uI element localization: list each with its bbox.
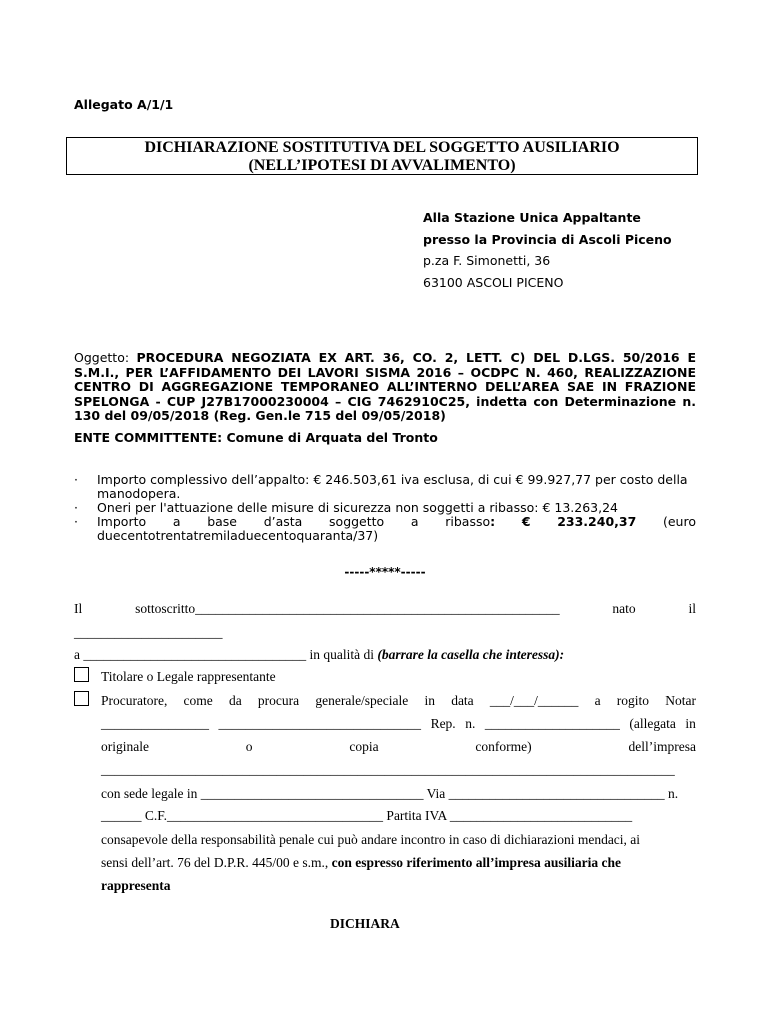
consapevole-line-1: consapevole della responsabilità penale cui può andare incontro in caso di dichiarazioni mendaci, ai [101, 832, 641, 847]
word: conforme) [475, 739, 532, 754]
ente-committente: ENTE COMMITTENTE: Comune di Arquata del Tronto [74, 430, 438, 445]
notaio-field[interactable]: ________________ [101, 716, 209, 731]
word: come [183, 693, 213, 708]
oggetto-label: Oggetto: [74, 350, 137, 365]
word: in [424, 693, 435, 708]
word: Notar [665, 693, 696, 708]
importo-base-asta-value: 233.240,37 [557, 514, 637, 529]
sottoscritto-field[interactable]: sottoscritto______________________________________________________ [135, 601, 560, 616]
bullet-icon: · [74, 500, 78, 515]
word: dell’impresa [628, 739, 696, 754]
word: nato [612, 601, 636, 616]
title-line-2: (NELL’IPOTESI DI AVVALIMENTO) [248, 157, 516, 174]
recipient-line-1: Alla Stazione Unica Appaltante [423, 210, 641, 225]
word: il [688, 601, 696, 616]
oggetto-paragraph [74, 351, 696, 424]
word: a [594, 693, 601, 708]
word: originale [101, 739, 149, 754]
checkbox-titolare[interactable] [74, 667, 89, 686]
word: € [521, 514, 531, 529]
checkbox-procuratore[interactable] [74, 691, 89, 710]
separator: -----*****----- [344, 565, 426, 579]
word: Importo [97, 514, 147, 529]
recipient-city: 63100 ASCOLI PICENO [423, 275, 564, 290]
word: soggetto [329, 514, 385, 529]
word: Il [74, 601, 83, 616]
word: copia [349, 739, 379, 754]
oggetto-text: PROCEDURA NEGOZIATA EX ART. 36, CO. 2, LETT. C) DEL D.LGS. 50/2016 E S.M.I., PER L’AFFIDAMENTO DEI LAVORI SISMA 2016 – OCDPC N. 460, REALIZZAZIONE CENTRO DI AGGREGAZIONE TEMPORANEO ALL’INTERNO DELL’AREA SAE IN FRAZIONE SPELONGA - CUP J27B17000230004 – CIG 7462910C25, indetta con Determinazione n. 130 del 09/05/2018 (Reg. Gen.le 715 del 09/05/2018) [74, 350, 696, 423]
list-item [74, 515, 696, 543]
word: a [172, 514, 181, 529]
recipient-address: p.za F. Simonetti, 36 [423, 253, 551, 268]
word: generale/speciale [315, 693, 409, 708]
oneri-sicurezza: Oneri per l'attuazione delle misure di sicurezza non soggetti a ribasso: € 13.263,24 [97, 500, 618, 515]
checkbox-icon[interactable] [74, 691, 89, 706]
bullet-icon: · [74, 514, 78, 529]
word: ribasso [445, 514, 491, 529]
recipient-line-2: presso la Provincia di Ascoli Piceno [423, 232, 672, 247]
notaio-field-2[interactable]: ______________________________ [218, 716, 422, 731]
impresa-field[interactable]: _____________________________________________________________________________________ [101, 762, 675, 777]
luogo-field[interactable]: a _________________________________ in qualità di [74, 647, 378, 662]
word: rogito [616, 693, 650, 708]
rep-line [101, 716, 696, 732]
word: in [685, 716, 696, 731]
instruction: (barrare la casella che interessa): [377, 647, 565, 662]
sottoscritto-line [74, 601, 696, 617]
word: : [490, 514, 496, 529]
text: sensi dell’art. 76 del D.P.R. 445/00 e s.m., [101, 855, 332, 870]
luogo-qualita-line [74, 647, 564, 663]
word: da [228, 693, 242, 708]
word: d’asta [263, 514, 303, 529]
option-procuratore-line [101, 693, 696, 709]
text-bold: con espresso riferimento all’impresa ausiliaria che [331, 855, 621, 870]
list-item [74, 473, 696, 501]
consapevole-line-3: rappresenta [101, 878, 171, 893]
word: Rep. [430, 716, 456, 731]
word: base [207, 514, 237, 529]
consapevole-line-2 [101, 855, 621, 871]
rep-number-field[interactable]: ____________________ [484, 716, 620, 731]
importi-list [74, 473, 696, 543]
originale-line [101, 739, 696, 755]
data-nascita-field[interactable]: ______________________ [74, 625, 223, 640]
word: (euro [662, 514, 696, 529]
dichiara-heading: DICHIARA [330, 916, 400, 931]
importo-complessivo: Importo complessivo dell’appalto: € 246.503,61 iva esclusa, di cui € 99.927,77 per costo della manodopera. [97, 472, 688, 501]
word: (allegata [629, 716, 676, 731]
procura-date-field[interactable]: ___/___/______ [489, 693, 579, 708]
importo-lettere: duecentotrentatremiladuecentoquaranta/37) [97, 528, 379, 543]
bullet-icon: · [74, 472, 78, 487]
importo-base-asta-line [97, 515, 696, 529]
word: o [245, 739, 253, 754]
checkbox-icon[interactable] [74, 667, 89, 682]
word: a [410, 514, 419, 529]
word: data [451, 693, 474, 708]
allegato-label: Allegato A/1/1 [74, 97, 174, 112]
word: procura [257, 693, 300, 708]
list-item [74, 501, 696, 515]
word: Procuratore, [101, 693, 168, 708]
option-titolare-label: Titolare o Legale rappresentante [101, 669, 276, 684]
sede-legale-line[interactable]: con sede legale in _________________________________ Via ________________________________ n. [101, 786, 679, 801]
word: n. [465, 716, 476, 731]
cf-piva-line[interactable]: ______ C.F.________________________________ Partita IVA ___________________________ [101, 808, 633, 823]
document-title [66, 137, 698, 175]
title-line-1: DICHIARAZIONE SOSTITUTIVA DEL SOGGETTO AUSILIARIO [144, 139, 620, 156]
